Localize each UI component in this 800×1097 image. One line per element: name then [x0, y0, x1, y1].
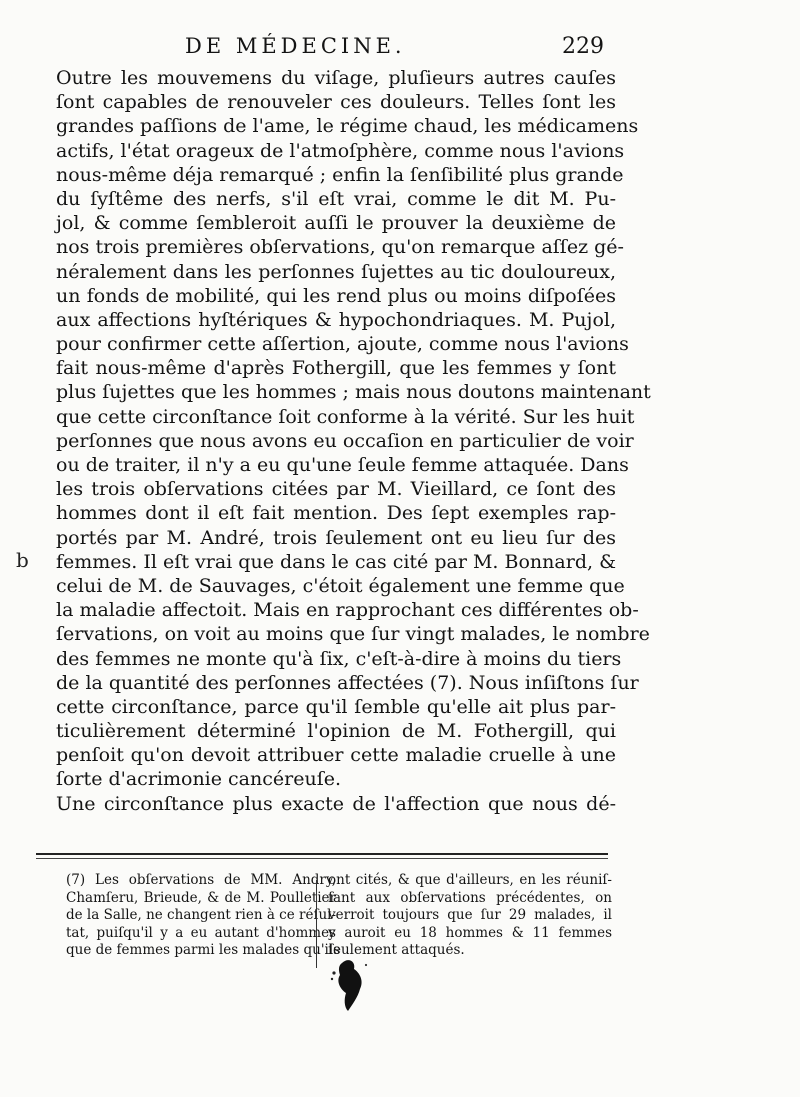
footnote-line: que de femmes parmi les malades qu'ils	[66, 942, 341, 959]
text-line: Outre les mouvemens du viſage, pluſieurs autres cauſes	[56, 67, 616, 89]
footnote-column-right	[328, 872, 612, 960]
text-line: néralement dans les perſonnes ſujettes au tic douloureux,	[56, 260, 616, 283]
footnote-column-divider	[316, 880, 317, 968]
text-line: jol, & comme ſembleroit auſſi le prouver la deuxième de	[56, 212, 616, 235]
text-line: du ſyſtême des nerfs, s'il eſt vrai, comme le dit M. Pu-	[56, 187, 616, 210]
margin-annotation: b	[16, 548, 29, 572]
footnote-line: ſeulement attaqués.	[328, 942, 465, 959]
footnote-line: verroit toujours que ſur 29 malades, il	[328, 907, 612, 924]
text-line: cette circonſtance, parce qu'il ſemble qu'elle ait plus par-	[56, 695, 616, 718]
ink-blot	[330, 955, 370, 1015]
text-line: celui de M. de Sauvages, c'étoit également une femme que	[56, 574, 625, 597]
text-line: femmes. Il eſt vrai que dans le cas cité par M. Bonnard, &	[56, 550, 616, 573]
text-line: que cette circonſtance ſoit conforme à la vérité. Sur les huit	[56, 405, 635, 428]
text-line: grandes paſſions de l'ame, le régime chaud, les médicamens	[56, 115, 639, 138]
text-line: nos trois premières obſervations, qu'on remarque aſſez gé-	[56, 236, 624, 259]
footnote-line: (7) Les obſervations de MM. Andry,	[66, 872, 336, 888]
text-line: pour confirmer cette aſſertion, ajoute, comme nous l'avions	[56, 333, 629, 356]
footnote-line: tat, puiſqu'il y a eu autant d'hommes	[66, 924, 336, 941]
text-line: nous-même déja remarqué ; enfin la ſenſibilité plus grande	[56, 163, 624, 186]
text-line: un fonds de mobilité, qui les rend plus ou moins diſpoſées	[56, 284, 616, 307]
body-text	[56, 66, 651, 816]
text-line: ſervations, on voit au moins que ſur vingt malades, le nombre	[56, 623, 650, 646]
footnote-line: ont cités, & que d'ailleurs, en les réuniſ-	[328, 872, 612, 888]
text-line: fait nous-même d'après Fothergill, que les femmes y ſont	[56, 357, 616, 380]
page-header	[0, 34, 800, 64]
text-line: perſonnes que nous avons eu occaſion en particulier de voir	[56, 429, 634, 452]
text-line: plus ſujettes que les hommes ; mais nous doutons maintenant	[56, 381, 651, 404]
page-number: 229	[562, 34, 604, 59]
footnote-rule-thin	[36, 858, 608, 859]
text-line: les trois obſervations citées par M. Vieillard, ce ſont des	[56, 478, 616, 501]
footnote-line: ſant aux obſervations précédentes, on	[328, 889, 612, 906]
text-line: ſorte d'acrimonie cancéreuſe.	[56, 768, 342, 791]
footnote-column-left	[66, 872, 341, 960]
text-line: ticulièrement déterminé l'opinion de M. Fothergill, qui	[56, 720, 616, 743]
text-line: ou de traiter, il n'y a eu qu'une ſeule femme attaquée. Dans	[56, 454, 629, 476]
footnote-line: de la Salle, ne changent rien à ce réſul-	[66, 907, 337, 924]
text-line: aux affections hyſtériques & hypochondriaques. M. Pujol,	[56, 308, 616, 331]
text-line: Une circonſtance plus exacte de l'affection que nous dé-	[56, 792, 616, 815]
text-line: hommes dont il eſt fait mention. Des ſept exemples rap-	[56, 502, 616, 525]
text-line: penſoit qu'on devoit attribuer cette maladie cruelle à une	[56, 744, 616, 767]
footnote-rule	[36, 853, 608, 855]
text-line: portés par M. André, trois ſeulement ont eu lieu ſur des	[56, 526, 616, 549]
text-line: des femmes ne monte qu'à ſix, c'eſt-à-dire à moins du tiers	[56, 647, 622, 670]
text-line: ſont capables de renouveler ces douleurs. Telles ſont les	[56, 91, 616, 114]
footnote-line: y auroit eu 18 hommes & 11 femmes	[328, 924, 612, 941]
text-line: de la quantité des perſonnes affectées (7). Nous inſiſtons ſur	[56, 671, 639, 694]
text-line: actifs, l'état orageux de l'atmoſphère, comme nous l'avions	[56, 139, 625, 162]
footnote-line: Chamſeru, Brieude, & de M. Poulletier	[66, 889, 336, 906]
running-head: DE MÉDECINE.	[185, 34, 406, 58]
text-line: la maladie affectoit. Mais en rapprochant ces différentes ob-	[56, 599, 639, 622]
